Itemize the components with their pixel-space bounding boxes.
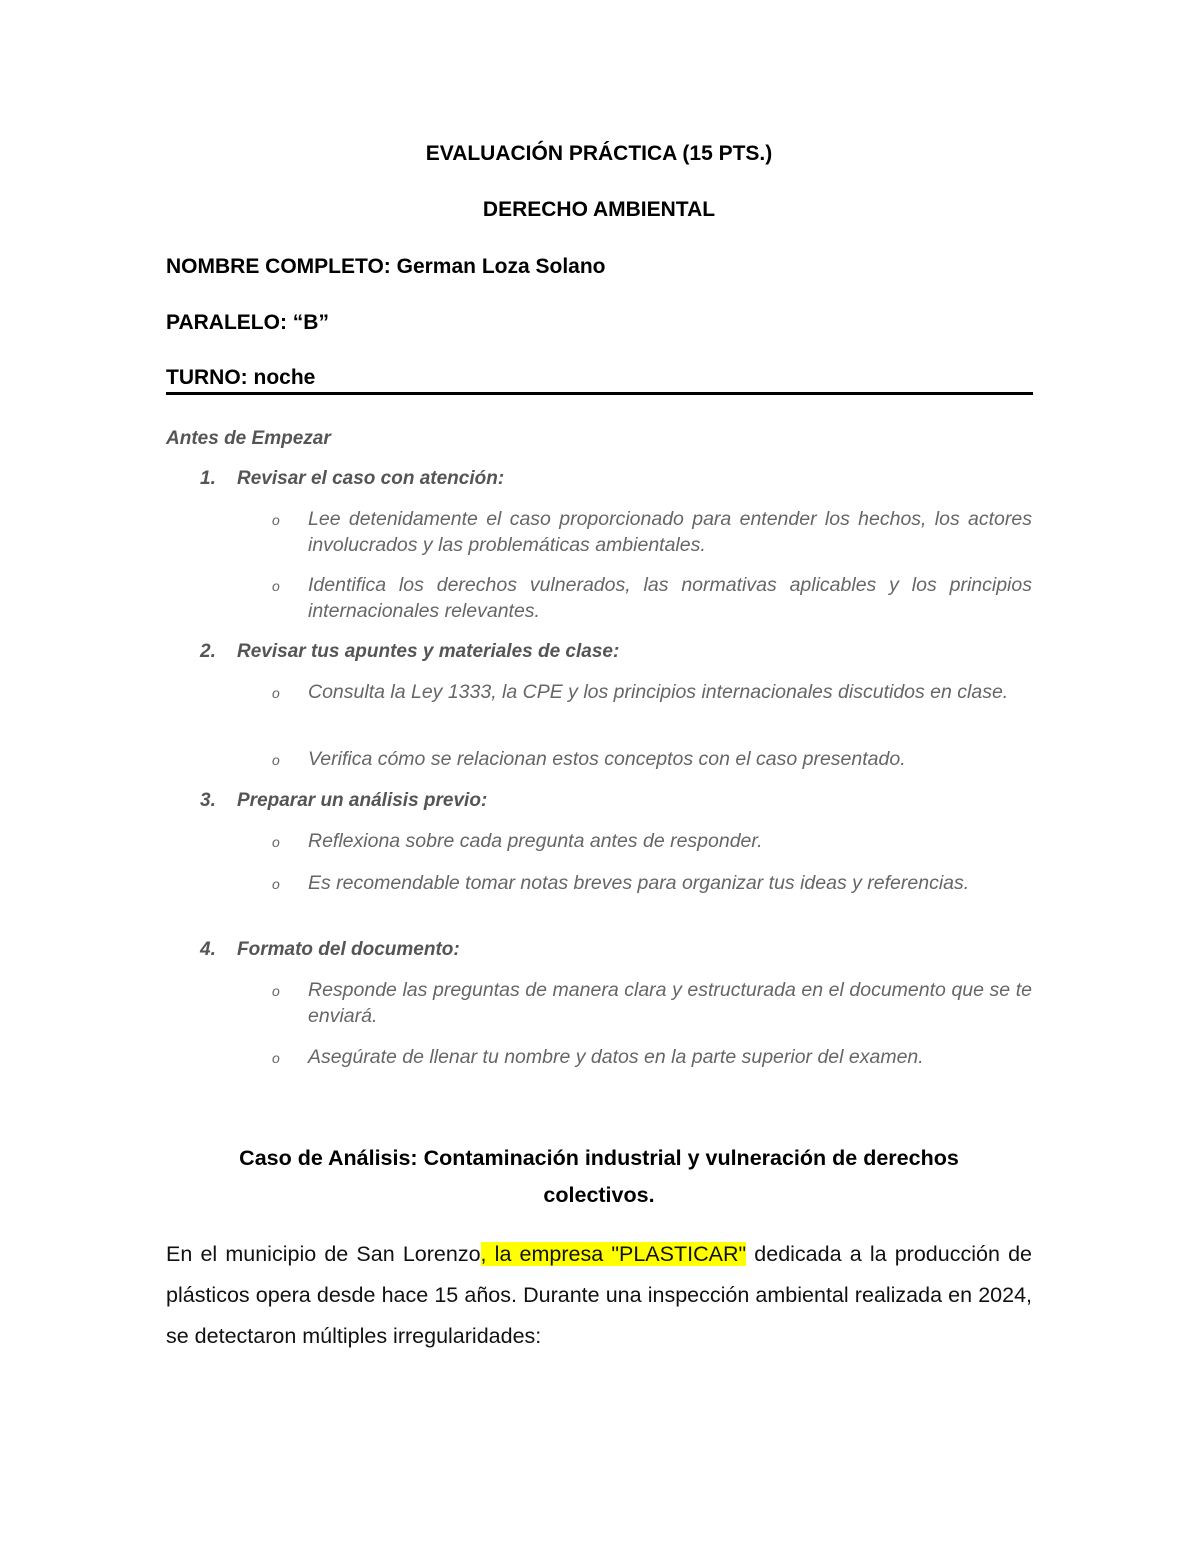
bullet-text: Consulta la Ley 1333, la CPE y los principios internacionales discutidos en clase. <box>308 681 1009 703</box>
step-4 <box>200 938 1032 962</box>
list-item <box>272 829 1032 855</box>
paragraph-text: En el municipio de San Lorenzo <box>166 1242 481 1266</box>
bullet-icon: o <box>272 752 280 768</box>
parallel-value: “B” <box>292 311 329 334</box>
parallel-line <box>166 310 1032 336</box>
step-title: Revisar tus apuntes y materiales de clase: <box>237 641 620 662</box>
bullet-text: Identifica los derechos vulnerados, las normativas aplicables y los principios internacionales relevantes. <box>308 574 1032 622</box>
bullet-icon: o <box>272 876 280 892</box>
step-3 <box>200 789 1032 813</box>
subject-title: DERECHO AMBIENTAL <box>482 198 716 221</box>
shift-value: noche <box>253 366 316 389</box>
bullet-icon: o <box>272 1050 280 1066</box>
parallel-label: PARALELO: <box>166 311 287 334</box>
bullet-icon: o <box>272 512 280 528</box>
header-divider <box>166 392 1033 395</box>
list-item <box>272 1045 1032 1071</box>
shift-line <box>166 365 1032 391</box>
list-item <box>272 747 1032 773</box>
case-title-line: Caso de Análisis: Contaminación industrial y vulneración de derechos <box>239 1146 959 1170</box>
list-item <box>272 978 1032 1029</box>
paragraph-text: dedicada a la producción de plásticos opera desde hace 15 años. Durante una inspección ambiental realizada en 2024, se detectaron múltiples irregularidades: <box>166 1242 1032 1348</box>
case-title-line: colectivos. <box>543 1183 655 1207</box>
name-value: German Loza Solano <box>396 255 606 278</box>
step-title: Preparar un análisis previo: <box>237 790 488 811</box>
step-number: 4. <box>200 939 216 960</box>
intro-heading: Antes de Empezar <box>166 428 331 449</box>
step-number: 2. <box>200 641 216 662</box>
step-number: 3. <box>200 790 216 811</box>
list-item <box>272 507 1032 558</box>
bullet-text: Verifica cómo se relacionan estos conceptos con el caso presentado. <box>308 748 906 770</box>
bullet-text: Responde las preguntas de manera clara y estructurada en el documento que se te enviará. <box>308 979 1032 1027</box>
bullet-text: Lee detenidamente el caso proporcionado para entender los hechos, los actores involucrados y las problemáticas ambientales. <box>308 508 1032 556</box>
step-number: 1. <box>200 468 216 489</box>
bullet-text: Es recomendable tomar notas breves para organizar tus ideas y referencias. <box>308 872 970 894</box>
case-title <box>166 1140 1032 1214</box>
bullet-text: Reflexiona sobre cada pregunta antes de responder. <box>308 830 763 852</box>
step-1 <box>200 467 1032 491</box>
bullet-icon: o <box>272 685 280 701</box>
list-item <box>272 573 1032 624</box>
list-item <box>272 680 1032 706</box>
bullet-icon: o <box>272 834 280 850</box>
bullet-icon: o <box>272 983 280 999</box>
step-2 <box>200 640 1032 664</box>
step-title: Revisar el caso con atención: <box>237 468 505 489</box>
name-line <box>166 254 1032 280</box>
case-paragraph <box>166 1234 1032 1357</box>
bullet-icon: o <box>272 578 280 594</box>
step-title: Formato del documento: <box>237 939 460 960</box>
highlighted-text: , la empresa "PLASTICAR" <box>480 1242 747 1266</box>
name-label: NOMBRE COMPLETO: <box>166 255 391 278</box>
shift-label: TURNO: <box>166 366 248 389</box>
list-item <box>272 871 1032 897</box>
bullet-text: Asegúrate de llenar tu nombre y datos en la parte superior del examen. <box>308 1046 924 1068</box>
document-title: EVALUACIÓN PRÁCTICA (15 PTS.) <box>425 142 773 165</box>
